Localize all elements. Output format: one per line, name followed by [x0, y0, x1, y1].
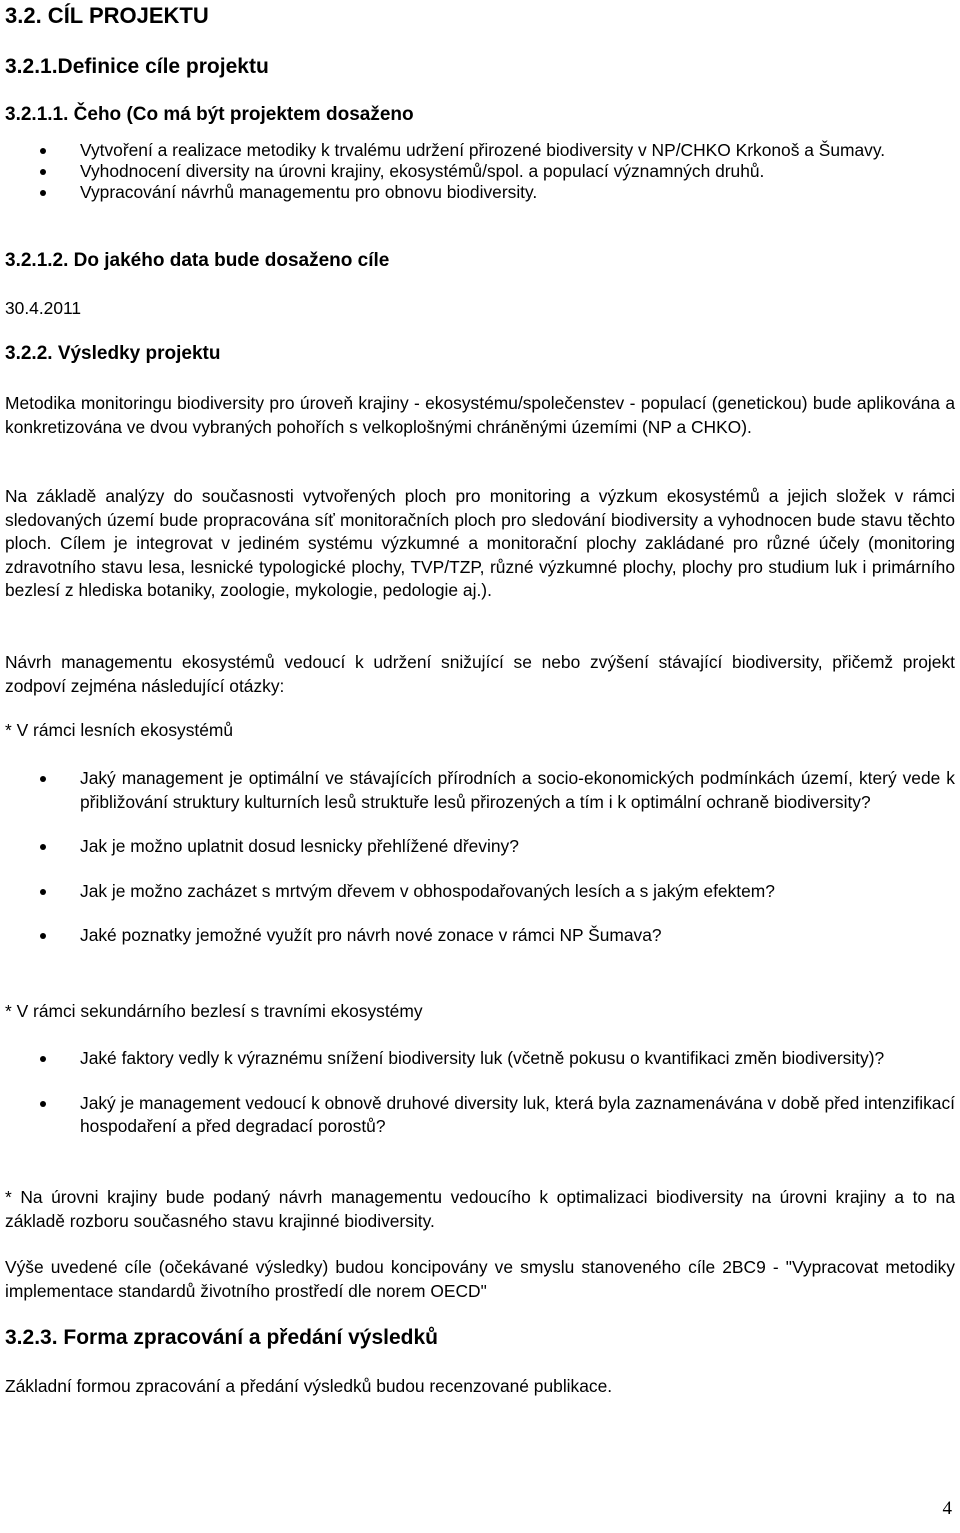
page-number: 4 — [942, 1498, 952, 1519]
list-item: Jaké faktory vedly k výraznému snížení biodiversity luk (včetně pokusu o kvantifikaci změn biodiversity)? — [5, 1047, 955, 1071]
list-item: Jaké poznatky jemožné využít pro návrh nové zonace v rámci NP Šumava? — [5, 924, 955, 948]
list-item: Jaký management je optimální ve stávajících přírodních a socio-ekonomických podmínkách území, který vede k přibližování struktury kulturních lesů struktuře lesů přirozených a tím i k optimální ochraně biodiversity? — [5, 767, 955, 814]
bullet-icon — [40, 190, 46, 196]
heading-forma: 3.2.3. Forma zpracování a předání výsledků — [5, 1326, 439, 1349]
bullet-icon — [40, 844, 46, 850]
heading-do-jakeho-data: 3.2.1.2. Do jakého data bude dosaženo cíle — [5, 250, 390, 271]
list-item: Jak je možno zacházet s mrtvým dřevem v obhospodařovaných lesích a s jakým efektem? — [5, 880, 955, 904]
paragraph-krajina: * Na úrovni krajiny bude podaný návrh managementu vedoucího k optimalizaci biodiversity na úrovni krajiny a to na základě rozboru současného stavu krajinné biodiversity. — [5, 1187, 955, 1231]
heading-cil-projektu: 3.2. CÍL PROJEKTU — [5, 3, 209, 28]
heading-ceho: 3.2.1.1. Čeho (Co má být projektem dosaženo — [5, 104, 414, 125]
lesni-list — [5, 767, 955, 948]
list-item: Jak je možno uplatnit dosud lesnicky přehlížené dřeviny? — [5, 835, 955, 859]
paragraph-vyse: Výše uvedené cíle (očekávané výsledky) budou koncipovány ve smyslu stanoveného cíle 2BC9 - "Vypracovat metodiky implementace standardů životního prostředí dle norem OECD" — [5, 1257, 955, 1301]
list-item: Vypracování návrhů managementu pro obnovu biodiversity. — [5, 182, 955, 203]
bullet-icon — [40, 148, 46, 154]
label-lesni-ekosystemy: * V rámci lesních ekosystémů — [5, 720, 234, 740]
bullet-icon — [40, 1101, 46, 1107]
paragraph-analyza: Na základě analýzy do současnosti vytvořených ploch pro monitoring a výzkum ekosystémů a jejich složek v rámci sledovaných území bude propracována síť monitoračních ploch pro sledování biodiversity a vyhodnocen bude stavu těchto ploch. Cílem je integrovat v jediném systému výzkumné a monitorační plochy zakládané pro různé účely (monitoring zdravotního stavu lesa, lesnické typologické plochy, TVP/TZP, různé výzkumné plochy, plochy pro studium luk i primárního bezlesí z hlediska botaniky, zoologie, mykologie, pedologie aj.). — [5, 486, 955, 600]
list-item: Jaký je management vedoucí k obnově druhové diversity luk, která byla zaznamenávána v době před intenzifikací hospodaření a před degradací porostů? — [5, 1092, 955, 1139]
list-item: Vyhodnocení diversity na úrovni krajiny, ekosystémů/spol. a populací významných druhů. — [5, 161, 955, 182]
target-date: 30.4.2011 — [5, 298, 82, 318]
bullet-icon — [40, 1056, 46, 1062]
bullet-icon — [40, 933, 46, 939]
ceho-list — [5, 140, 955, 203]
heading-vysledky: 3.2.2. Výsledky projektu — [5, 343, 221, 364]
bullet-icon — [40, 889, 46, 895]
bullet-icon — [40, 169, 46, 175]
list-item: Vytvoření a realizace metodiky k trvalému udržení přirozené biodiversity v NP/CHKO Krkonoš a Šumavy. — [5, 140, 955, 161]
heading-definice-cile: 3.2.1.Definice cíle projektu — [5, 55, 269, 78]
paragraph-forma: Základní formou zpracování a předání výsledků budou recenzované publikace. — [5, 1376, 613, 1396]
bullet-icon — [40, 776, 46, 782]
bezlesi-list — [5, 1047, 955, 1139]
paragraph-navrh: Návrh managementu ekosystémů vedoucí k udržení snižující se nebo zvýšení stávající biodiversity, přičemž projekt zodpoví zejména následující otázky: — [5, 652, 955, 696]
paragraph-metodika: Metodika monitoringu biodiversity pro úroveň krajiny - ekosystému/společenstev - populací (genetickou) bude aplikována a konkretizována ve dvou vybraných pohořích s velkoplošnými chráněnými územími (NP a CHKO). — [5, 393, 955, 437]
label-bezlesi: * V rámci sekundárního bezlesí s travními ekosystémy — [5, 1001, 423, 1021]
